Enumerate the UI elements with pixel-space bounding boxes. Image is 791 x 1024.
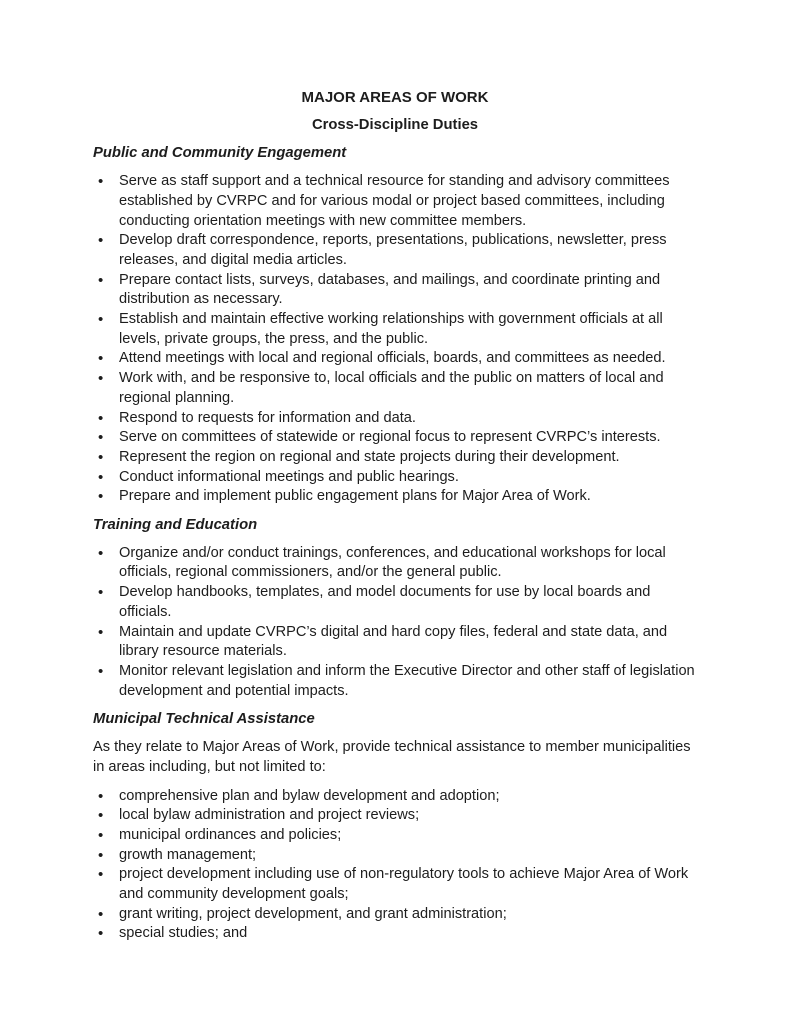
bullet-item: • Respond to requests for information and data. bbox=[93, 409, 697, 429]
section-heading: Public and Community Engagement bbox=[93, 145, 347, 162]
bullet-item: • Work with, and be responsive to, local officials and the public on matters of local and regional planning. bbox=[93, 369, 697, 408]
document-section bbox=[93, 710, 697, 944]
bullet-item: • growth management; bbox=[93, 846, 697, 866]
document-subtitle: Cross-Discipline Duties bbox=[311, 116, 479, 133]
bullet-item: • Develop handbooks, templates, and model documents for use by local boards and officials. bbox=[93, 583, 697, 622]
section-heading: Municipal Technical Assistance bbox=[93, 711, 315, 728]
bullet-item: • project development including use of non-regulatory tools to achieve Major Area of Work and community development goals; bbox=[93, 865, 697, 904]
bullet-list bbox=[93, 544, 697, 702]
bullet-item: • Organize and/or conduct trainings, conferences, and educational workshops for local officials, regional commissioners, and/or the general public. bbox=[93, 544, 697, 583]
bullet-item: • special studies; and bbox=[93, 924, 697, 944]
bullet-item: • Maintain and update CVRPC’s digital and hard copy files, federal and state data, and library resource materials. bbox=[93, 623, 697, 662]
bullet-item: • Attend meetings with local and regional officials, boards, and committees as needed. bbox=[93, 349, 697, 369]
bullet-item: • municipal ordinances and policies; bbox=[93, 826, 697, 846]
document-section bbox=[93, 516, 697, 701]
bullet-item: • Develop draft correspondence, reports, presentations, publications, newsletter, press releases, and digital media articles. bbox=[93, 231, 697, 270]
document-section bbox=[93, 144, 697, 507]
bullet-list bbox=[93, 172, 697, 507]
bullet-list bbox=[93, 787, 697, 945]
bullet-item: • Prepare contact lists, surveys, databases, and mailings, and coordinate printing and distribution as necessary. bbox=[93, 271, 697, 310]
bullet-item: • Conduct informational meetings and public hearings. bbox=[93, 468, 697, 488]
bullet-item: • local bylaw administration and project reviews; bbox=[93, 806, 697, 826]
bullet-item: • comprehensive plan and bylaw development and adoption; bbox=[93, 787, 697, 807]
document-title: MAJOR AREAS OF WORK bbox=[301, 89, 489, 106]
bullet-item: • Prepare and implement public engagement plans for Major Area of Work. bbox=[93, 487, 697, 507]
section-intro: As they relate to Major Areas of Work, provide technical assistance to member municipalities in areas including, but not limited to: bbox=[93, 739, 691, 775]
bullet-item: • Establish and maintain effective working relationships with government officials at all levels, private groups, the press, and the public. bbox=[93, 310, 697, 349]
bullet-item: • grant writing, project development, and grant administration; bbox=[93, 905, 697, 925]
sections-container bbox=[93, 144, 697, 944]
bullet-item: • Serve as staff support and a technical resource for standing and advisory committees established by CVRPC and for various modal or project based committees, including conducting orientation meetings with new committee members. bbox=[93, 172, 697, 231]
bullet-item: • Monitor relevant legislation and inform the Executive Director and other staff of legislation development and potential impacts. bbox=[93, 662, 697, 701]
bullet-item: • Represent the region on regional and state projects during their development. bbox=[93, 448, 697, 468]
section-heading: Training and Education bbox=[93, 517, 258, 534]
bullet-item: • Serve on committees of statewide or regional focus to represent CVRPC’s interests. bbox=[93, 428, 697, 448]
